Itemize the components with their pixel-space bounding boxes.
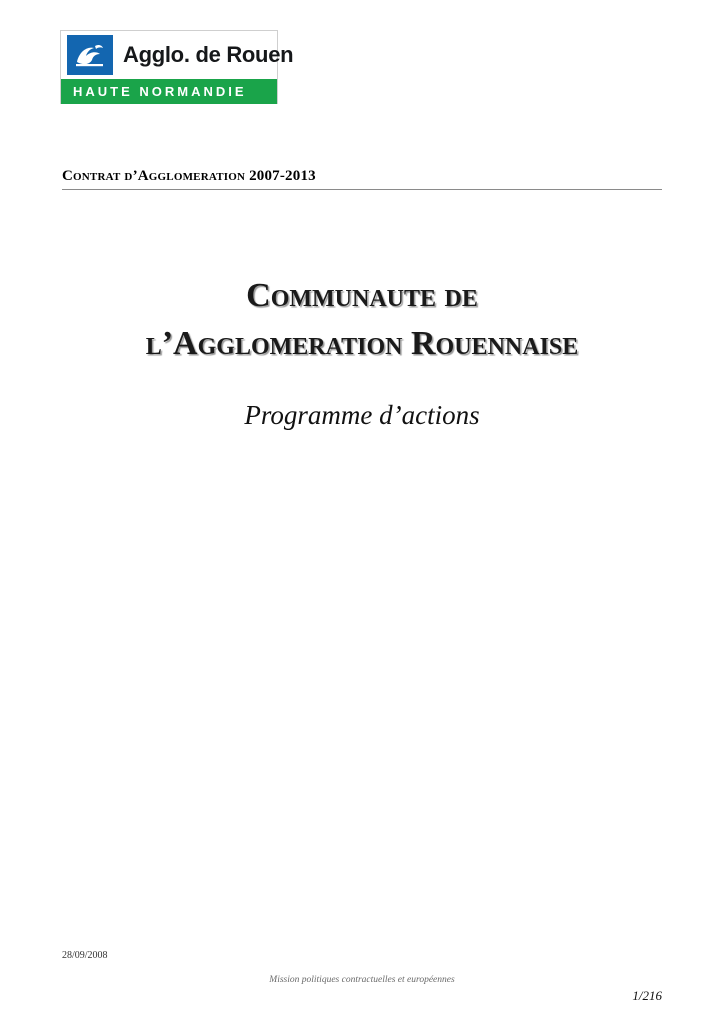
footer-note: Mission politiques contractuelles et européennes [269,975,455,985]
page-title-line-2: l’Agglomeration Rouennaise [145,325,579,363]
logo-green-band [61,79,277,104]
page-title [0,272,724,369]
page-title-line-1: Communaute de [246,277,478,314]
running-header-text: Contrat d’Agglomeration 2007-2013 [62,168,316,184]
logo-brand-text: Agglo. de Rouen [123,42,294,67]
footer-date: 28/09/2008 [62,950,108,961]
swan-logo-icon [67,35,113,75]
running-header [62,168,662,190]
page-subtitle: Programme d’actions [244,400,480,430]
logo-region-text: HAUTE NORMANDIE [73,84,247,99]
logo-top-row [61,31,294,79]
agglo-de-rouen-logo [60,30,294,104]
header-divider [62,189,662,190]
footer-page-number: 1/216 [632,988,662,1003]
